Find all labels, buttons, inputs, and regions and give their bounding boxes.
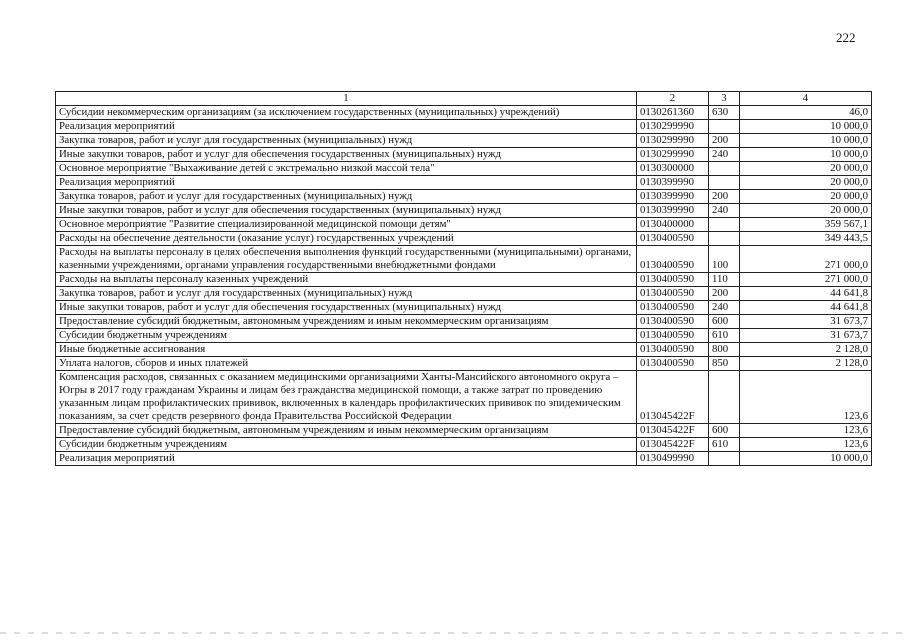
table-row <box>56 452 872 466</box>
row-type: 600 <box>709 315 740 329</box>
table-row <box>56 190 872 204</box>
row-amount: 271 000,0 <box>740 246 872 273</box>
row-code: 0130400590 <box>637 315 709 329</box>
row-name: Иные бюджетные ассигнования <box>56 343 637 357</box>
row-code: 013045422F <box>637 424 709 438</box>
row-type: 110 <box>709 273 740 287</box>
table-row <box>56 120 872 134</box>
row-name: Иные закупки товаров, работ и услуг для обеспечения государственных (муниципальных) нужд <box>56 148 637 162</box>
row-type <box>709 371 740 424</box>
row-amount: 2 128,0 <box>740 343 872 357</box>
row-type: 200 <box>709 190 740 204</box>
row-code: 0130400590 <box>637 343 709 357</box>
row-name: Реализация мероприятий <box>56 176 637 190</box>
row-type: 200 <box>709 134 740 148</box>
row-name: Предоставление субсидий бюджетным, автономным учреждениям и иным некоммерческим организациям <box>56 424 637 438</box>
row-amount: 10 000,0 <box>740 134 872 148</box>
row-type: 100 <box>709 246 740 273</box>
row-code: 013045422F <box>637 371 709 424</box>
row-code: 0130299990 <box>637 120 709 134</box>
row-amount: 10 000,0 <box>740 452 872 466</box>
row-amount: 31 673,7 <box>740 315 872 329</box>
table-header-row <box>56 92 872 106</box>
row-amount: 123,6 <box>740 424 872 438</box>
row-amount: 44 641,8 <box>740 301 872 315</box>
table-row <box>56 329 872 343</box>
table-row <box>56 134 872 148</box>
table-row <box>56 176 872 190</box>
table-row <box>56 343 872 357</box>
row-code: 0130400590 <box>637 329 709 343</box>
header-col-2: 2 <box>637 92 709 106</box>
row-name: Расходы на обеспечение деятельности (оказание услуг) государственных учреждений <box>56 232 637 246</box>
row-type: 200 <box>709 287 740 301</box>
row-type <box>709 162 740 176</box>
row-code: 0130299990 <box>637 134 709 148</box>
row-amount: 2 128,0 <box>740 357 872 371</box>
row-code: 0130261360 <box>637 106 709 120</box>
row-code: 013045422F <box>637 438 709 452</box>
table-row <box>56 273 872 287</box>
row-amount: 44 641,8 <box>740 287 872 301</box>
row-amount: 10 000,0 <box>740 148 872 162</box>
table-row <box>56 232 872 246</box>
row-name: Уплата налогов, сборов и иных платежей <box>56 357 637 371</box>
row-amount: 10 000,0 <box>740 120 872 134</box>
row-amount: 46,0 <box>740 106 872 120</box>
row-name: Закупка товаров, работ и услуг для государственных (муниципальных) нужд <box>56 134 637 148</box>
row-name: Реализация мероприятий <box>56 120 637 134</box>
table-row <box>56 301 872 315</box>
table-row <box>56 162 872 176</box>
row-amount: 359 567,1 <box>740 218 872 232</box>
row-name: Компенсация расходов, связанных с оказанием медицинскими организациями Ханты-Мансийского автономного округа – Югры в 2017 году гражданам Украины и лицам без гражданства медицинской помощи, а также затрат по проведению указанным лицам профилактических прививок, включенных в календарь профилактических прививок по эпидемическим показаниям, за счет средств резервного фонда Правительства Российской Федерации <box>56 371 637 424</box>
row-name: Иные закупки товаров, работ и услуг для обеспечения государственных (муниципальных) нужд <box>56 301 637 315</box>
table-row <box>56 315 872 329</box>
row-type: 800 <box>709 343 740 357</box>
row-code: 0130499990 <box>637 452 709 466</box>
table-row <box>56 287 872 301</box>
row-type: 240 <box>709 204 740 218</box>
row-type: 600 <box>709 424 740 438</box>
table-row <box>56 357 872 371</box>
row-type <box>709 218 740 232</box>
table-row <box>56 204 872 218</box>
row-type: 850 <box>709 357 740 371</box>
row-amount: 20 000,0 <box>740 190 872 204</box>
row-type <box>709 232 740 246</box>
row-name: Иные закупки товаров, работ и услуг для обеспечения государственных (муниципальных) нужд <box>56 204 637 218</box>
header-col-3: 3 <box>709 92 740 106</box>
row-amount: 349 443,5 <box>740 232 872 246</box>
page-number: 222 <box>836 30 856 45</box>
table-row <box>56 371 872 424</box>
row-type <box>709 120 740 134</box>
row-name: Основное мероприятие "Выхаживание детей с экстремально низкой массой тела" <box>56 162 637 176</box>
scan-artifact-line <box>0 632 905 634</box>
row-code: 0130399990 <box>637 176 709 190</box>
row-amount: 123,6 <box>740 371 872 424</box>
table-row <box>56 246 872 273</box>
header-col-4: 4 <box>740 92 872 106</box>
row-name: Предоставление субсидий бюджетным, автономным учреждениям и иным некоммерческим организациям <box>56 315 637 329</box>
row-type: 630 <box>709 106 740 120</box>
row-amount: 20 000,0 <box>740 204 872 218</box>
row-name: Субсидии бюджетным учреждениям <box>56 438 637 452</box>
row-code: 0130400590 <box>637 273 709 287</box>
row-amount: 31 673,7 <box>740 329 872 343</box>
row-amount: 20 000,0 <box>740 162 872 176</box>
row-name: Субсидии бюджетным учреждениям <box>56 329 637 343</box>
row-code: 0130400590 <box>637 246 709 273</box>
row-code: 0130399990 <box>637 190 709 204</box>
row-code: 0130400590 <box>637 287 709 301</box>
row-code: 0130399990 <box>637 204 709 218</box>
row-type: 240 <box>709 301 740 315</box>
row-name: Основное мероприятие "Развитие специализированной медицинской помощи детям" <box>56 218 637 232</box>
row-name: Закупка товаров, работ и услуг для государственных (муниципальных) нужд <box>56 190 637 204</box>
header-col-1: 1 <box>56 92 637 106</box>
budget-table <box>55 91 872 466</box>
row-code: 0130400590 <box>637 357 709 371</box>
row-name: Реализация мероприятий <box>56 452 637 466</box>
row-type <box>709 176 740 190</box>
table-row <box>56 424 872 438</box>
row-name: Расходы на выплаты персоналу казенных учреждений <box>56 273 637 287</box>
row-type: 240 <box>709 148 740 162</box>
table-row <box>56 438 872 452</box>
table-row <box>56 148 872 162</box>
row-code: 0130299990 <box>637 148 709 162</box>
row-name: Расходы на выплаты персоналу в целях обеспечения выполнения функций государственными (муниципальными) органами, казенными учреждениями, органами управления государственными внебюджетными фондами <box>56 246 637 273</box>
table-row <box>56 218 872 232</box>
row-code: 0130400590 <box>637 232 709 246</box>
row-name: Закупка товаров, работ и услуг для государственных (муниципальных) нужд <box>56 287 637 301</box>
row-type: 610 <box>709 438 740 452</box>
row-type <box>709 452 740 466</box>
row-code: 0130300000 <box>637 162 709 176</box>
table-row <box>56 106 872 120</box>
row-amount: 271 000,0 <box>740 273 872 287</box>
row-amount: 123,6 <box>740 438 872 452</box>
row-name: Субсидии некоммерческим организациям (за исключением государственных (муниципальных) учреждений) <box>56 106 637 120</box>
row-amount: 20 000,0 <box>740 176 872 190</box>
row-code: 0130400000 <box>637 218 709 232</box>
row-type: 610 <box>709 329 740 343</box>
row-code: 0130400590 <box>637 301 709 315</box>
